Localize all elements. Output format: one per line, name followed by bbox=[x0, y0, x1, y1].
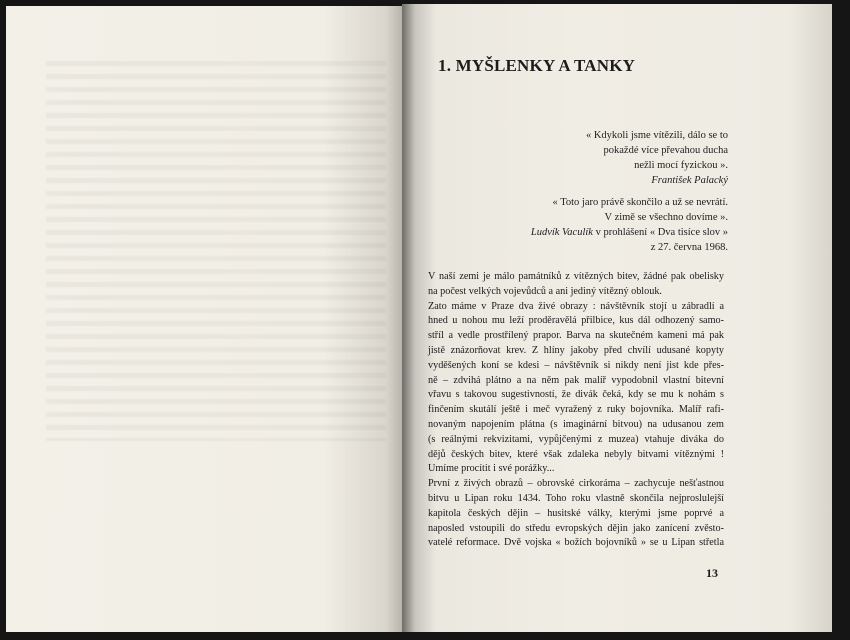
left-page bbox=[6, 6, 402, 632]
text-line: dějů českých bitev, které však zdaleka nebyly bitvami vítěznými ! bbox=[428, 448, 724, 460]
text-line: vřavu s takovou sugestivností, že divák čeká, kdy se mu k nohám s bbox=[428, 389, 724, 401]
page-number: 13 bbox=[706, 566, 718, 580]
text-line: bitvu u Lipan roku 1434. Toho roku vlastně skončila nejproslulejší bbox=[428, 492, 724, 504]
text-line: hned u nohou mu leží proděravělá přilbice, kus dál odhozený samo- bbox=[428, 315, 724, 327]
epigraph-source-line bbox=[531, 225, 728, 240]
show-through-text bbox=[46, 61, 386, 441]
text-line: na počest velkých vojevůdců a ani jediný vítězný oblouk. bbox=[428, 285, 662, 297]
epigraph-line: V zimě se všechno dovíme ». bbox=[604, 212, 728, 223]
epigraph-palacky bbox=[586, 128, 728, 188]
text-line: naposled vstoupili do středu evropských dějin jako zanícení zvěsto- bbox=[428, 522, 724, 534]
text-line: finčením skutálí ještě i meč vyražený z ruky bojovníka. Malíř rafi- bbox=[428, 404, 724, 416]
epigraph-author: Ludvík Vaculík bbox=[530, 227, 593, 238]
chapter-title: 1. MYŠLENKY A TANKY bbox=[438, 56, 636, 75]
text-line: Umíme procítit i své porážky... bbox=[428, 463, 555, 475]
epigraph-vaculik bbox=[531, 195, 728, 255]
text-line: ně – zdvihá plátno a na něm pak malíř vypodobnil vlastní bitevní bbox=[428, 374, 724, 386]
text-line: (s reálnými rekvizitami, vypůjčenými z muzea) vtahuje diváka do bbox=[428, 433, 724, 445]
text-line: vyděšených koní se kdesi – návštěvník si nikdy není jist kde přes- bbox=[428, 359, 724, 371]
text-line: kapitola českých dějin – husitské války, kterými jsme poprvé a bbox=[428, 507, 724, 519]
epigraph-date: z 27. června 1968. bbox=[650, 242, 728, 253]
text-line: Zato máme v Praze dva živé obrazy : návštěvník stojí u zábradlí a bbox=[428, 300, 724, 312]
text-line: jistě znázorňovat krev. Z hlíny jakoby před chvílí udusané kopyty bbox=[428, 344, 724, 356]
epigraph-source: v prohlášení « Dva tisíce slov » bbox=[592, 227, 728, 238]
text-line: vatelé reformace. Dvě vojska « božích bojovníků » se u Lipan střetla bbox=[428, 537, 724, 549]
epigraph-line: « Toto jaro právě skončilo a už se nevrátí. bbox=[552, 197, 728, 208]
text-line: novaným napojením plátna (s imaginární bitvou) na udusanou zem bbox=[428, 418, 724, 430]
epigraph-line: « Kdykoli jsme vítězili, dálo se to bbox=[585, 130, 728, 141]
text-line: První z živých obrazů – obrovské cirkoráma – zachycuje nešťastnou bbox=[428, 478, 724, 490]
text-line: V naší zemi je málo památníků z vítězných bitev, žádné pak obelisky bbox=[428, 271, 724, 282]
epigraph-author: František Palacký bbox=[651, 175, 728, 186]
body-text bbox=[428, 270, 724, 551]
epigraph-line: pokaždé více převahou ducha bbox=[603, 145, 728, 156]
text-line: stříl a vedle prostřílený prapor. Barva na skutečném kameni má pak bbox=[428, 330, 724, 342]
epigraph-line: nežli mocí fyzickou ». bbox=[634, 160, 728, 171]
